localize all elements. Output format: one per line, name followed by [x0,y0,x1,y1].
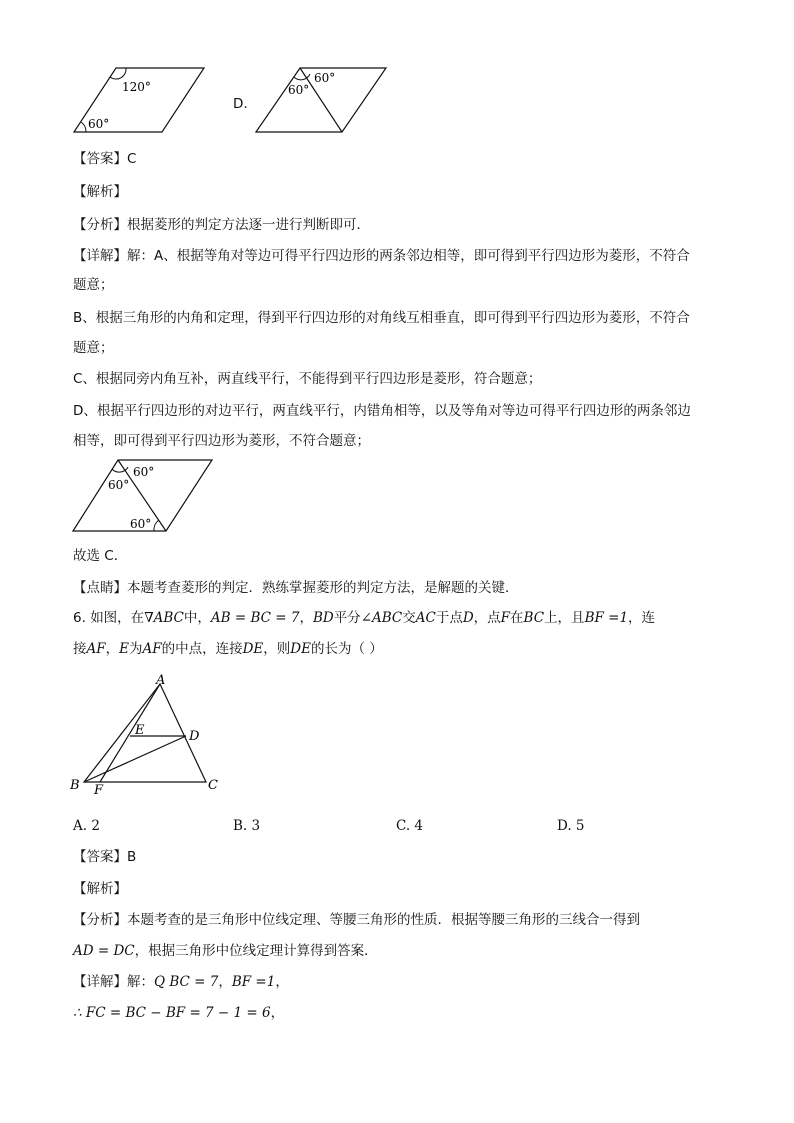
analysis-fenxi-2: AD = DC，根据三角形中位线定理计算得到答案． [73,943,378,959]
detail-line: C、根据同旁内角互补，两直线平行，不能得到平行四边形是菱形，符合题意； [73,371,542,387]
vertex-label-e: E [135,723,145,738]
option-a: A. 2 [73,818,100,834]
analysis-fenxi: 【分析】本题考查的是三角形中位线定理、等腰三角形的性质．根据等腰三角形的三线合一得到 [73,912,640,928]
analysis-fenxi: 【分析】根据菱形的判定方法逐一进行判断即可． [73,217,370,233]
figure-triangle-abc [66,672,226,798]
detail-line: B、根据三角形的内角和定理，得到平行四边形的对角线互相垂直，即可得到平行四边形为菱形，不符合 [73,310,690,326]
vertex-label-c: C [208,778,218,793]
question-6-line-2: 接AF，E为AF的中点，连接DE，则DE的长为（ ） [73,641,383,657]
detail-line: 【详解】解：A、根据等角对等边可得平行四边形的两条邻边相等，即可得到平行四边形为菱形，不符合 [73,248,690,264]
detail-line: 【详解】解：Q BC = 7，BF =1， [73,974,289,990]
detail-line: 题意； [73,340,114,356]
detail-line: 题意； [73,277,114,293]
answer-line: 【答案】C [73,151,137,167]
detail-line: 相等，即可得到平行四边形为菱形，不符合题意； [73,433,370,449]
vertex-label-b: B [70,778,80,793]
vertex-label-a: A [156,673,166,688]
angle-label: 120° [122,80,151,94]
option-c: C. 4 [396,818,424,834]
angle-label: 60° [133,465,155,479]
answer-line: 【答案】B [73,849,137,865]
option-b: B. 3 [233,818,261,834]
question-number: 6. [73,610,86,626]
analysis-heading: 【解析】 [73,184,127,200]
figure-parallelogram-option-c [70,64,210,136]
angle-label: 60° [88,117,110,131]
dianjing-line: 【点睛】本题考查菱形的判定．熟练掌握菱形的判定方法，是解题的关键． [73,580,519,596]
angle-label: 60° [288,83,310,97]
angle-label: 60° [314,71,336,85]
calc-line: ∴ FC = BC − BF = 7 − 1 = 6， [73,1005,285,1021]
analysis-heading: 【解析】 [73,881,127,897]
detail-line: D、根据平行四边形的对边平行，两直线平行，内错角相等，以及等角对等边可得平行四边形的两条邻边 [73,403,691,419]
vertex-label-f: F [94,783,104,798]
figure-parallelogram-explanation [70,456,216,534]
angle-label: 60° [108,478,130,492]
figure-parallelogram-option-d [252,64,390,136]
option-d: D. 5 [557,818,585,834]
question-6-line-1: 6. 如图，在∇ABC中，AB = BC = 7，BD平分∠ABC交AC于点D，点F在BC上，且BF =1，连 [73,610,656,626]
vertex-label-d: D [189,729,200,744]
conclusion-line: 故选 C． [73,548,128,564]
option-label-d: D. [233,96,248,112]
angle-label: 60° [130,517,152,531]
